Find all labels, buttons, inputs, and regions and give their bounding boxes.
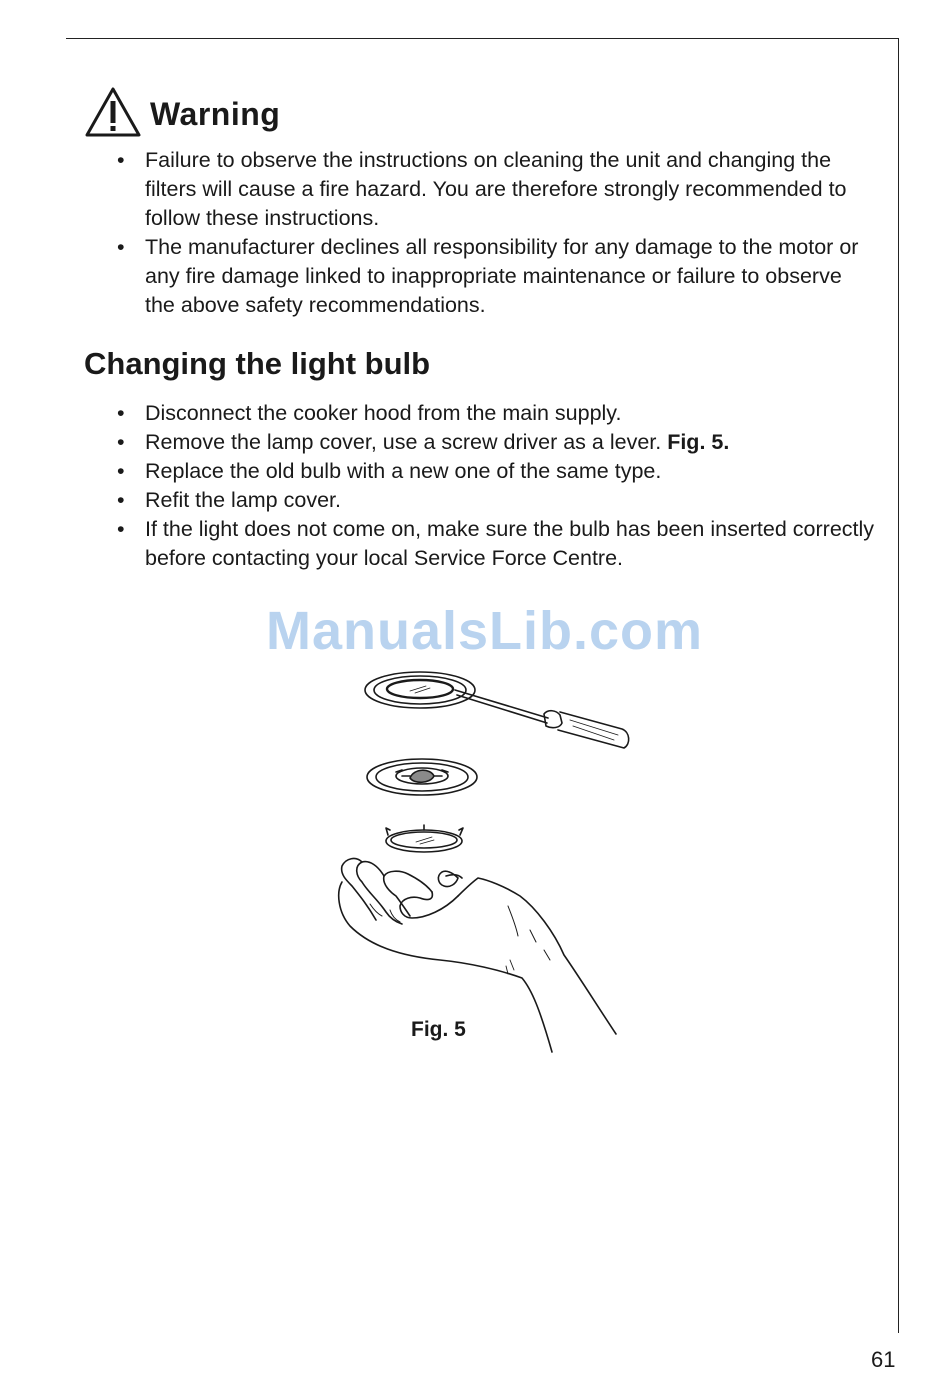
list-item: • Disconnect the cooker hood from the main supply. — [117, 401, 622, 425]
list-item: • The manufacturer declines all responsibility for any damage to the motor or any fire damage linked to inappropriate maintenance or failure to observe the above safety recommendations. — [117, 235, 859, 317]
warning-title: Warning — [150, 96, 281, 132]
list-item: • Failure to observe the instructions on cleaning the unit and changing the filters will cause a fire hazard. You are therefore strongly recommended to follow these instructions. — [117, 148, 847, 230]
warning-triangle-icon — [84, 86, 142, 143]
warning-list — [117, 146, 877, 320]
list-item: • Replace the old bulb with a new one of the same type. — [117, 459, 662, 483]
top-rule — [66, 38, 899, 39]
list-item: • Remove the lamp cover, use a screw driver as a lever. Fig. 5. — [117, 430, 730, 454]
section-title: Changing the light bulb — [84, 346, 431, 381]
lamp-cover-removal-illustration — [330, 660, 640, 1060]
side-rule — [898, 38, 899, 1333]
list-item: • Refit the lamp cover. — [117, 488, 341, 512]
bulb-steps-list — [117, 399, 877, 573]
warning-heading — [84, 86, 280, 143]
figure-reference: Fig. 5. — [667, 430, 730, 454]
watermark: ManualsLib.com — [266, 601, 704, 661]
figure-caption: Fig. 5 — [411, 1018, 466, 1041]
list-item: • If the light does not come on, make sure the bulb has been inserted correctly before contacting your local Service Force Centre. — [117, 517, 875, 570]
page-number: 61 — [871, 1347, 896, 1372]
